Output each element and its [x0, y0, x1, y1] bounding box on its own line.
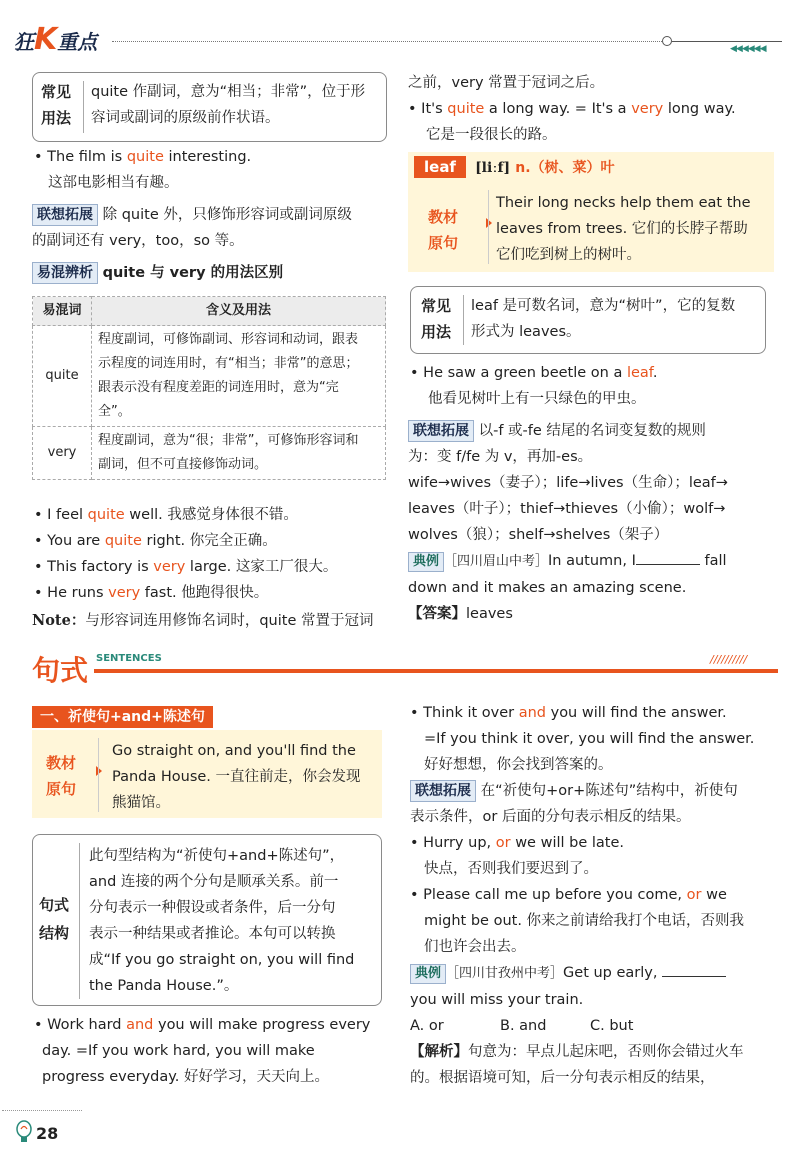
example-sentence: • It's quite a long way. = It's a very long way. [408, 101, 736, 117]
header-line-right [672, 41, 782, 42]
assoc-tag: 联想拓展 [32, 204, 98, 226]
page-footer [0, 1108, 800, 1166]
left-example-1 [34, 144, 394, 196]
right-assoc-block [408, 418, 778, 627]
quite-usage-box [32, 72, 387, 142]
exam-tag: 典例 [410, 964, 446, 984]
assoc-tag: 联想拓展 [408, 420, 474, 442]
section-slashes: ////////// [710, 653, 748, 666]
table-header-row [33, 297, 386, 326]
exam-tag: 典例 [408, 552, 444, 572]
section-banner [20, 645, 790, 685]
example-sentence: • He saw a green beetle on a leaf. [410, 365, 658, 381]
table-header: 易混词 [33, 297, 92, 326]
logo-k-text: K [34, 22, 58, 57]
footer-dotted-line [2, 1110, 82, 1111]
confuse-title: quite 与 very 的用法区别 [102, 265, 284, 281]
table-row [33, 326, 386, 427]
exam-question: 典例 ［四川眉山中考］In autumn, I fall [408, 548, 778, 575]
leaf-entry-box [408, 152, 774, 272]
textbook-divider [488, 190, 489, 264]
answer-line: 【答案】leaves [408, 606, 513, 622]
table-row [33, 427, 386, 480]
confuse-tag: 易混辨析 [32, 262, 98, 284]
answer-blank[interactable] [662, 962, 726, 977]
header-circle-icon [662, 36, 672, 46]
usage-divider [83, 81, 84, 133]
assoc-line-1: 以-f 或-fe 结尾的名词变复数的规则 [478, 423, 706, 439]
leaf-headword [414, 156, 615, 179]
leaf-usage-box [410, 286, 766, 354]
textbook-label: 教材 原句 [428, 208, 459, 252]
sentence-right-block: • Think it over and you will find the answer. =If you think it over, you will find the answer. 好好想想，你会找到答案的。 联想拓展 在“祈使句+or+陈述句”结构中，祈使句 表示条件，or 后面的分句表示相反的结果。 • Hurry up, or we will be late. 快点，否则我们要迟到了。 • Please call me up before you come, or we might be out. 你来之前请给我打个电话，否则我 们也许会出去。 典例 ［四川甘孜州中考］Get up early, you will miss your train. A. or B. and C. but 【解析】句意为：早点儿起床吧，否则你会错过火车 的。根据语境可知，后一分句表示相反的结果， [410, 700, 780, 1091]
usage-label-1: 常见 [41, 83, 72, 101]
answer-blank[interactable] [636, 550, 700, 565]
note-line [32, 608, 374, 634]
table-cell-word: very [33, 427, 92, 480]
note-text: 与形容词连用修饰名词时，quite 常置于冠词 [85, 613, 374, 629]
textbook-divider [98, 738, 99, 812]
section-rule [94, 669, 778, 673]
plural-line-1: wife→wives（妻子）；life→lives（生命）；leaf→ [408, 475, 728, 491]
table-header: 含义及用法 [92, 297, 386, 326]
header-arrows-icon: ◀◀◀◀◀◀ [730, 44, 766, 54]
textbook-arrow-icon [96, 766, 102, 776]
confuse-heading [32, 260, 283, 286]
list-item: • Hurry up, or we will be late. [410, 835, 625, 851]
example-sentence: • The film is quite interesting. [34, 149, 252, 165]
leaf-phonetic: [liːf] [475, 160, 511, 176]
list-item: • Please call me up before you come, or we [410, 887, 727, 903]
note-label: Note： [32, 612, 86, 629]
structure-box [32, 834, 382, 1006]
usage-divider [463, 295, 464, 345]
options-line: A. or B. and C. but [410, 1018, 634, 1034]
section-title: 句式 [32, 654, 89, 687]
sentence-heading: 一、祈使句+and+陈述句 [32, 706, 213, 728]
assoc-line-2: 的副词还有 very，too，so 等。 [32, 233, 244, 249]
table-cell-desc: 程度副词，意为“很；非常”，可修饰形容词和 副词，但不可直接修饰动词。 [92, 427, 386, 480]
table-cell-word: quite [33, 326, 92, 427]
right-cont-block [408, 70, 778, 148]
list-item: • You are quite right. 你完全正确。 [34, 533, 277, 549]
exam-source: ［四川眉山中考］ [444, 554, 549, 569]
textbook-label: 教材 原句 [46, 754, 77, 798]
header-logo [14, 22, 97, 57]
usage-label: 常见 用法 [421, 297, 452, 341]
list-item: • Think it over and you will find the answer. [410, 705, 727, 721]
list-item: • He runs very fast. 他跑得很快。 [34, 585, 269, 601]
usage-text: leaf 是可数名词，意为“树叶”，它的复数 形式为 leaves。 [471, 298, 736, 340]
exam-question: 典例 ［四川甘孜州中考］Get up early, [410, 960, 780, 987]
usage-label-2: 用法 [41, 109, 72, 127]
sentence-textbook-box [32, 730, 382, 818]
assoc-line-1: 除 quite 外，只修饰形容词或副词原级 [102, 207, 352, 223]
usage-line-1: quite 作副词，意为“相当；非常”，位于形 [91, 84, 366, 100]
section-subtitle: SENTENCES [96, 653, 162, 664]
usage-label [41, 79, 71, 131]
sentence-left-example: • Work hard and you will make progress every day. =If you work hard, you will make progress everyday. 好好学习，天天向上。 [34, 1017, 371, 1085]
list-item: • I feel quite well. 我感觉身体很不错。 [34, 507, 298, 523]
structure-label: 句式 结构 [39, 896, 70, 942]
structure-divider [79, 843, 80, 999]
header-dotted-line [112, 41, 662, 42]
exam-line-2: down and it makes an amazing scene. [408, 580, 687, 596]
page-number: 28 [36, 1124, 59, 1143]
left-examples-list [34, 502, 394, 606]
example-translation: 它是一段很长的路。 [426, 127, 557, 143]
table-cell-desc: 程度副词，可修饰副词、形容词和动词，跟表 示程度的词连用时，有“相当；非常”的意思； 跟表示没有程度差距的词连用时，意为“完 全”。 [92, 326, 386, 427]
logo-right-text: 重点 [57, 30, 98, 54]
assoc-line-2: 为：变 f/fe 为 v，再加-es。 [408, 449, 593, 465]
structure-text: 此句型结构为“祈使句+and+陈述句”， and 连接的两个分句是顺承关系。前一 分句表示一种假设或者条件，后一分句 表示一种结果或者推论。本句可以转换 成“If you go straight on, you will find the Panda House.”。 [89, 848, 355, 994]
cont-line: 之前，very 常置于冠词之后。 [408, 75, 605, 91]
textbook-arrow-icon [486, 218, 492, 228]
usage-text [91, 79, 383, 131]
list-item: • This factory is very large. 这家工厂很大。 [34, 559, 338, 575]
plural-line-3: wolves（狼）；shelf→shelves（架子） [408, 527, 669, 543]
comparison-table [32, 296, 386, 480]
plural-line-2: leaves（叶子）；thief→thieves（小偷）；wolf→ [408, 501, 726, 517]
bulb-icon [16, 1120, 32, 1144]
page-header [0, 0, 800, 60]
logo-left-text: 狂 [14, 30, 34, 54]
right-example-2 [410, 360, 780, 412]
left-assoc-block [32, 202, 392, 254]
example-translation: 这部电影相当有趣。 [48, 175, 179, 191]
leaf-word: leaf [414, 156, 466, 178]
usage-line-2: 容词或副词的原级前作状语。 [91, 110, 280, 126]
textbook-text: Their long necks help them eat the leaves from trees. 它们的长脖子帮助 它们吃到树上的树叶。 [496, 195, 751, 263]
assoc-tag: 联想拓展 [410, 780, 476, 802]
textbook-text: Go straight on, and you'll find the Panda House. 一直往前走，你会发现 熊猫馆。 [112, 743, 361, 811]
example-translation: 他看见树叶上有一只绿色的甲虫。 [428, 391, 646, 407]
leaf-pos: n.（树、菜）叶 [515, 160, 615, 176]
